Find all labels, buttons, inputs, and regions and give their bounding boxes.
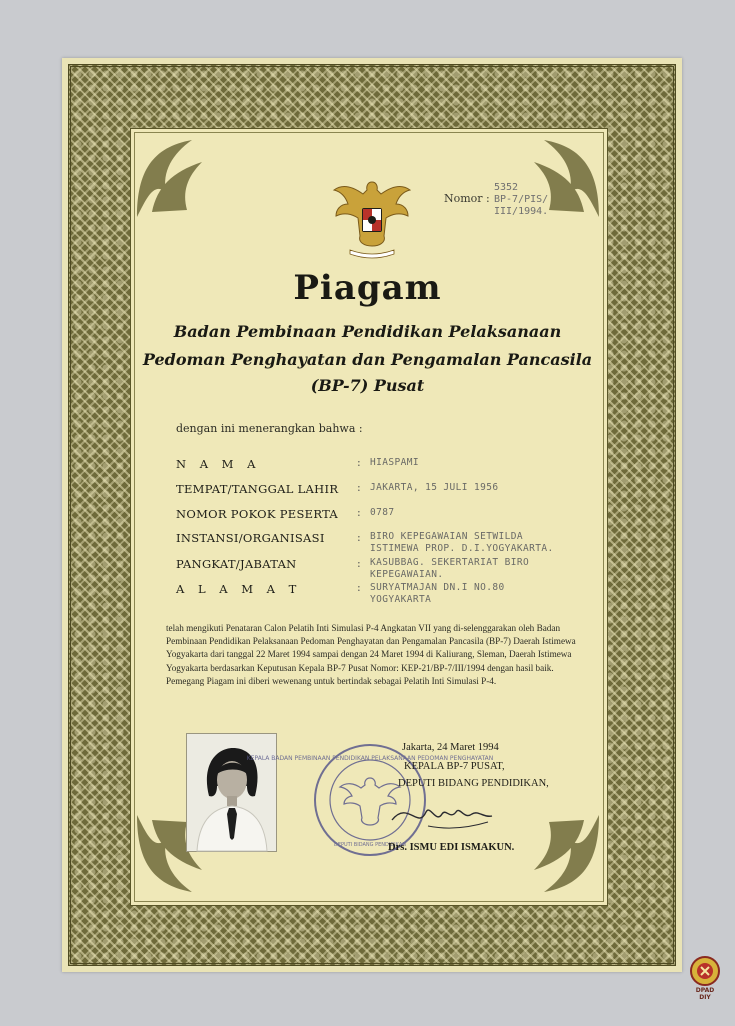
signature-place-date: Jakarta, 24 Maret 1994 — [402, 742, 499, 753]
garuda-emblem-icon — [330, 172, 414, 264]
colon: : — [357, 557, 361, 570]
field-label-pangkat: PANGKAT/JABATAN — [176, 557, 297, 571]
subtitle-line-2: Pedoman Penghayatan dan Pengamalan Pancasila — [142, 350, 593, 369]
subtitle-line-3: (BP-7) Pusat — [310, 376, 425, 395]
certificate-title: Piagam — [293, 268, 442, 308]
field-label-nama: N A M A — [176, 457, 261, 471]
archive-logo-line2: DIY — [699, 994, 711, 1001]
holder-photo — [186, 733, 277, 852]
body-paragraph: Pemegang Piagam ini diberi wewenang untuk bertindak sebagai Pelatih Inti Simulasi P-4. — [166, 675, 497, 686]
certificate-body — [166, 622, 592, 688]
stamp-text: KEPALA BADAN PEMBINAAN PENDIDIKAN PELAKSANAAN PEDOMAN PENGHAYATAN — [246, 755, 494, 762]
signature-deputy: DEPUTI BIDANG PENDIDIKAN, — [398, 778, 549, 789]
field-label-instansi: INSTANSI/ORGANISASI — [176, 531, 325, 545]
field-label-alamat: A L A M A T — [176, 582, 302, 596]
archive-logo-line1: DPAD — [695, 987, 715, 994]
body-paragraph: telah mengikuti Penataran Calon Pelatih Inti Simulasi P-4 Angkatan VII yang di-selenggarakan oleh Badan Pembinaan Pendidikan Pelaksanaan Pedoman Penghayatan dan Pengamalan Pancasila (BP-7) Daerah Istimewa Yogyakarta dari tanggal 22 Maret 1994 sampai dengan 24 Maret 1994 di Kaliurang, Sleman, Daerah Istimewa Yogyakarta berdasarkan Keputusan Kepala BP-7 Pusat Nomor: KEP-21/BP-7/III/1994 dengan hasil baik. — [166, 623, 576, 673]
archive-crest-icon — [689, 955, 721, 987]
stamp-inner-text: DEPUTI BIDANG PENDIDIKAN — [333, 842, 407, 848]
signature-office: KEPALA BP-7 PUSAT, — [404, 761, 505, 772]
field-label-nomor-pokok: NOMOR POKOK PESERTA — [176, 507, 339, 521]
corner-ornament-top-left — [132, 132, 222, 222]
colon: : — [357, 506, 361, 519]
field-value-pangkat: KASUBBAG. SEKERTARIAT BIRO KEPEGAWAIAN. — [370, 557, 530, 580]
corner-ornament-bottom-right — [514, 810, 604, 900]
colon: : — [357, 531, 361, 544]
subtitle-line-1: Badan Pembinaan Pendidikan Pelaksanaan — [173, 322, 562, 341]
field-value-ttl: JAKARTA, 15 JULI 1956 — [370, 482, 499, 493]
handwritten-signature — [388, 790, 498, 840]
intro-text: dengan ini menerangkan bahwa : — [176, 422, 363, 435]
field-label-ttl: TEMPAT/TANGGAL LAHIR — [176, 482, 339, 496]
colon: : — [357, 581, 361, 594]
field-value-nomor-pokok: 0787 — [370, 507, 395, 518]
colon: : — [357, 456, 361, 469]
field-value-alamat: SURYATMAJAN DN.I NO.80 YOGYAKARTA — [370, 582, 505, 605]
nomor-value: 5352 BP-7/PIS/ III/1994. — [494, 182, 549, 217]
field-value-instansi: BIRO KEPEGAWAIAN SETWILDA ISTIMEWA PROP. D.I.YOGYAKARTA. — [370, 531, 554, 554]
colon: : — [357, 481, 361, 494]
nomor-label: Nomor : — [444, 192, 490, 205]
field-value-nama: HIASPAMI — [370, 457, 419, 468]
archive-logo — [687, 955, 723, 1005]
signatory-name: Drs. ISMU EDI ISMAKUN. — [388, 842, 515, 853]
